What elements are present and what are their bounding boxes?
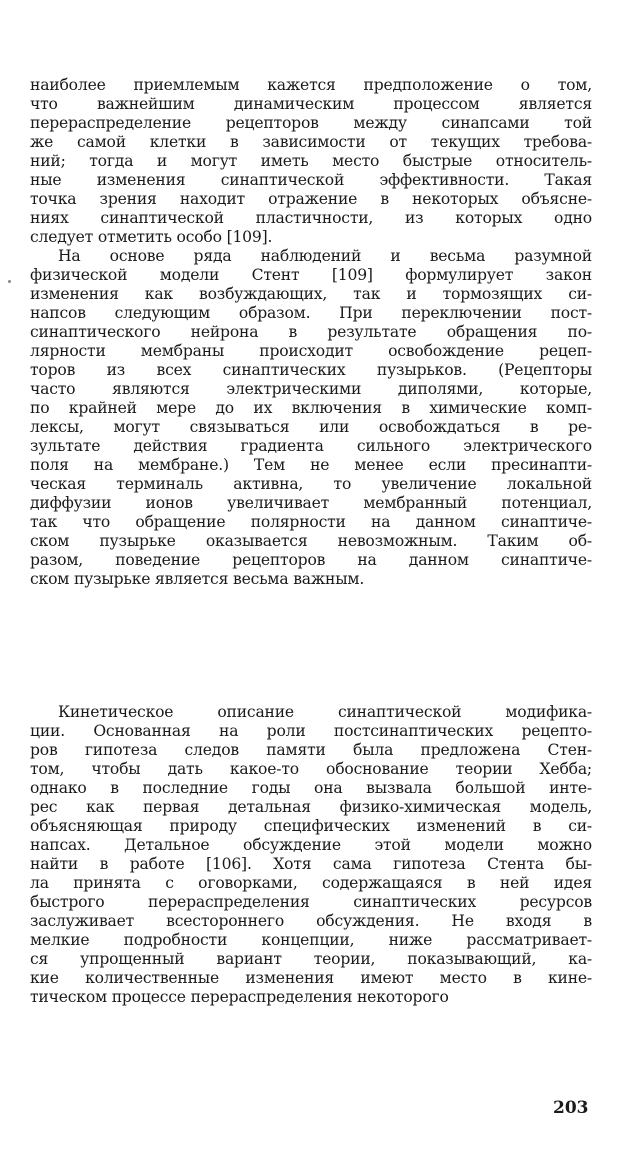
text-line: наиболее приемлемым кажется предположение о том, — [30, 76, 592, 94]
text-line: тическом процессе перераспределения некоторого — [30, 988, 449, 1006]
text-line: том, чтобы дать какое-то обоснование теории Хебба; — [30, 760, 592, 778]
text-line: заслуживает всестороннего обсуждения. Не входя в — [30, 912, 592, 930]
text-line: синаптического нейрона в результате обращения по- — [30, 323, 592, 341]
text-line: ческая терминаль активна, то увеличение локальной — [30, 475, 592, 493]
text-line: физической модели Стент [109] формулирует закон — [30, 266, 592, 284]
text-line: Кинетическое описание синаптической модифика- — [58, 703, 592, 721]
paragraph-block-2 — [30, 703, 592, 1007]
text-line: перераспределение рецепторов между синапсами той — [30, 114, 592, 132]
text-line: поля на мембране.) Тем не менее если пресинапти- — [30, 456, 592, 474]
text-line: ции. Основанная на роли постсинаптических рецепто- — [30, 722, 592, 740]
text-line: быстрого перераспределения синаптических ресурсов — [30, 893, 592, 911]
text-line: разом, поведение рецепторов на данном синаптиче- — [30, 551, 592, 569]
text-line: ском пузырьке оказывается невозможным. Таким об- — [30, 532, 592, 550]
text-line: рес как первая детальная физико-химическая модель, — [30, 798, 592, 816]
paragraph-block-1 — [30, 76, 592, 589]
text-line: объясняющая природу специфических изменений в си- — [30, 817, 592, 835]
text-line: торов из всех синаптических пузырьков. (Рецепторы — [30, 361, 592, 379]
text-line: ском пузырьке является весьма важным. — [30, 570, 365, 588]
text-line: ные изменения синаптической эффективности. Такая — [30, 171, 592, 189]
text-line: однако в последние годы она вызвала большой инте- — [30, 779, 592, 797]
text-line: кие количественные изменения имеют место в кине- — [30, 969, 592, 987]
text-line: ла принята с оговорками, содержащаяся в ней идея — [30, 874, 592, 892]
text-line: часто являются электрическими диполями, которые, — [30, 380, 592, 398]
text-line: точка зрения находит отражение в некоторых объясне- — [30, 190, 592, 208]
text-line: найти в работе [106]. Хотя сама гипотеза Стента бы- — [30, 855, 592, 873]
margin-speck — [8, 280, 11, 283]
text-line: что важнейшим динамическим процессом является — [30, 95, 592, 113]
text-line: ниях синаптической пластичности, из которых одно — [30, 209, 592, 227]
text-line: ров гипотеза следов памяти была предложена Стен- — [30, 741, 592, 759]
text-line: напсов следующим образом. При переключении пост- — [30, 304, 592, 322]
text-line: ся упрощенный вариант теории, показывающий, ка- — [30, 950, 592, 968]
text-line: по крайней мере до их включения в химические комп- — [30, 399, 592, 417]
text-line: ний; тогда и могут иметь место быстрые относитель- — [30, 152, 592, 170]
text-line: так что обращение полярности на данном синаптиче- — [30, 513, 592, 531]
page-number: 203 — [553, 1098, 589, 1118]
text-line: лярности мембраны происходит освобождение рецеп- — [30, 342, 592, 360]
text-line: следует отметить особо [109]. — [30, 228, 273, 246]
text-line: мелкие подробности концепции, ниже рассматривает- — [30, 931, 592, 949]
text-line: напсах. Детальное обсуждение этой модели можно — [30, 836, 592, 854]
text-line: изменения как возбуждающих, так и тормозящих си- — [30, 285, 592, 303]
text-line: лексы, могут связываться или освобождаться в ре- — [30, 418, 592, 436]
text-line: же самой клетки в зависимости от текущих требова- — [30, 133, 592, 151]
text-line: На основе ряда наблюдений и весьма разумной — [58, 247, 592, 265]
text-line: диффузии ионов увеличивает мембранный потенциал, — [30, 494, 592, 512]
text-line: зультате действия градиента сильного электрического — [30, 437, 592, 455]
